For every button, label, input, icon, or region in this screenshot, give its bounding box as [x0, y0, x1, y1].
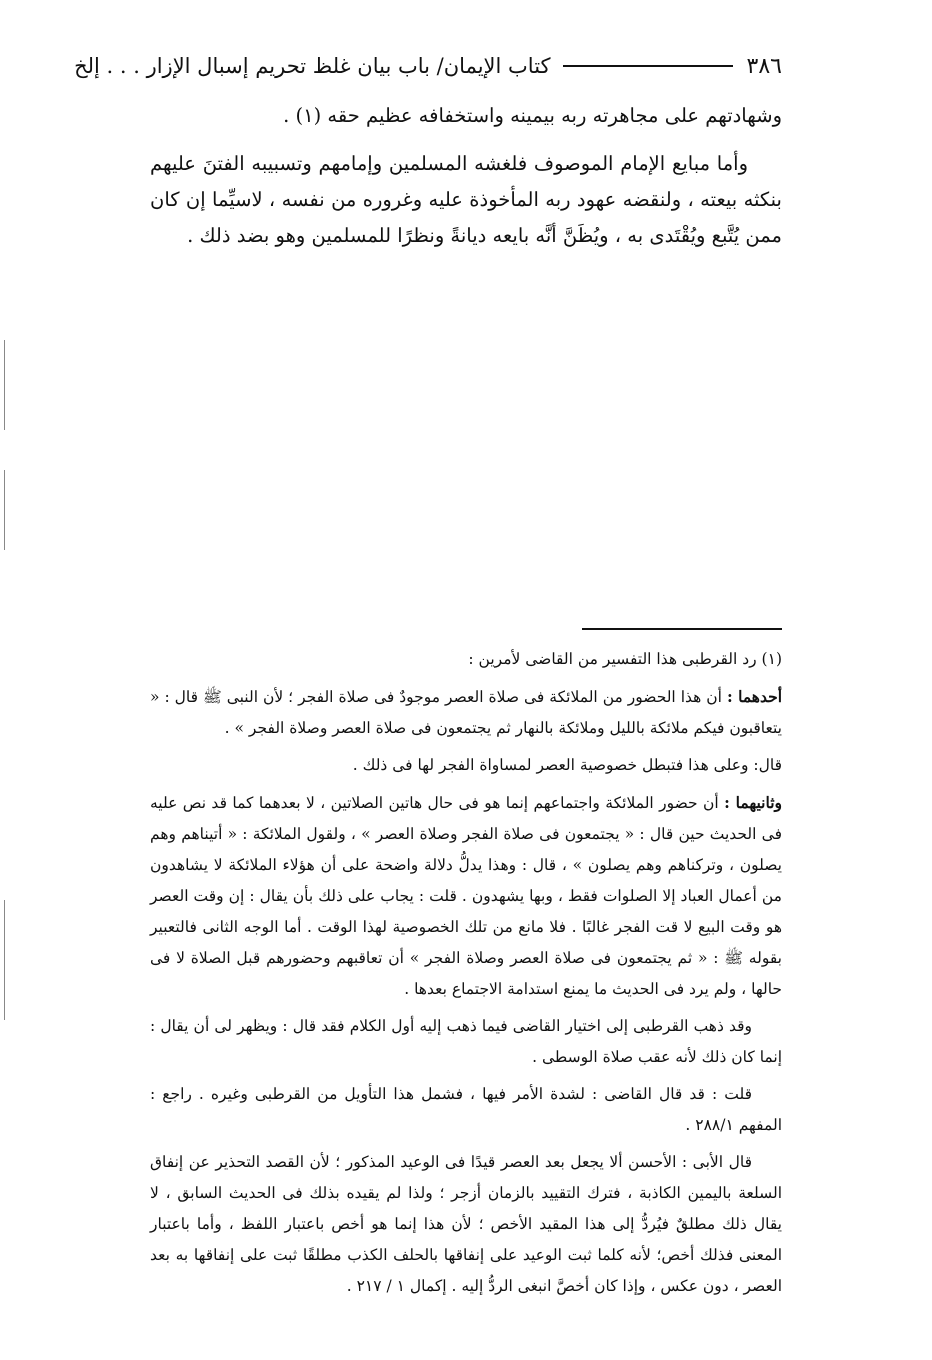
scan-margin-mark — [4, 470, 5, 550]
main-paragraph: وشهادتهم على مجاهرته ربه بيمينه واستخفافه عظيم حقه (١) . — [283, 104, 782, 127]
footnote-separator — [582, 628, 782, 630]
footnote-paragraph: قلت : قد قال القاضى : لشدة الأمر فيها ، فشمل هذا التأويل من القرطبى وغيره . راجع : المفهم ٢٨٨/١ . — [150, 1085, 782, 1134]
footnote-lead: أحدهما : — [726, 687, 782, 706]
main-paragraph: وأما مبايع الإمام الموصوف فلغشه المسلمين وإمامهم وتسبيبه الفتنَ عليهم بنكثه بيعته ، ولنقضه عهود ربه المأخوذة عليه وغروره من نفسه ، لاسيِّما إن كان ممن يُتَّبع ويُقْتَدى به ، ويُظَنَّ أنَّه بايعه ديانةً ونظرًا للمسلمين وهو بضد ذلك . — [150, 152, 782, 247]
footnote-paragraph — [150, 787, 782, 1005]
footnote-paragraph: قال الأبى : الأحسن ألا يجعل بعد العصر قيدًا فى الوعيد المذكور ؛ لأن القصد التحذير عن إنفاق السلعة باليمين الكاذبة ، فترك التقييد بالزمان أزجر ؛ ولذا لم يقيده بذلك فى الحديث السابق ، لا يقال ذلك مطلقٌ فيُردُّ إلى هذا المقيد الأخص ؛ لأن هذا إنما هو أخص باعتبار اللفظ ، وأما باعتبار المعنى فذلك أخص؛ لأنه كلما ثبت الوعيد على إنفاقها بالحلف الكذب مطلقًا ثبت على إنفاقها به بعد العصر ، دون عكس ، وإذا كان أخصَّ انبغى الردُّ إليه . إكمال ١ / ٢١٧ . — [150, 1153, 782, 1295]
footnote-intro: (١) رد القرطبى هذا التفسير من القاضى لأمرين : — [468, 650, 782, 668]
footnote-paragraph — [150, 681, 782, 744]
chapter-title: كتاب الإيمان/ باب بيان غلظ تحريم إسبال الإزار . . . إلخ — [74, 54, 551, 78]
footnote-text: أن حضور الملائكة واجتماعهم إنما هو فى حال هاتين الصلاتين ، لا بعدهما كما قد نص عليه فى الحديث حين قال : « يجتمعون فى صلاة الفجر وصلاة العصر » ، ولقول الملائكة : « أتيناهم وهم يصلون ، وتركناهم وهم يصلون » ، قال : وهذا يدلُّ دلالة واضحة على أن هؤلاء الملائكة لا يشاهدون من أعمال العباد إلا الصلوات فقط ، وبها يشهدون . قلت : يجاب على ذلك بأن يقال : إن وقت العصر هو وقت البيع لا قت الفجر غالبًا . فلا مانع من تلك الخصوصية لهذا الوقت . أما الوجه الثانى فالتعبير بقوله ﷺ : « ثم يجتمعون فى صلاة العصر وصلاة الفجر » أن تعاقبهم وحضورهم قبل الصلاة لا فى حالها ، ولم يرد فى الحديث ما يمنع استدامة الاجتماع بعدها . — [150, 794, 783, 998]
page-number: ٣٨٦ — [746, 53, 782, 79]
header-rule — [563, 65, 733, 67]
footnotes — [150, 644, 782, 1308]
footnote-paragraph: قال: وعلى هذا فتبطل خصوصية العصر لمساواة الفجر لها فى ذلك . — [352, 756, 782, 774]
scan-margin-mark — [4, 340, 5, 430]
footnote-paragraph: وقد ذهب القرطبى إلى اختيار القاضى فيما ذهب إليه أول الكلام فقد قال : ويظهر لى أن يقال : إنما كان ذلك لأنه عقب صلاة الوسطى . — [150, 1017, 782, 1066]
main-text — [150, 98, 782, 266]
running-head — [74, 48, 782, 84]
scan-margin-mark — [4, 900, 5, 1020]
footnote-text: أن هذا الحضور من الملائكة فى صلاة العصر موجودٌ فى صلاة الفجر ؛ لأن النبى ﷺ قال : « يتعاقبون فيكم ملائكة بالليل وملائكة بالنهار ثم يجتمعون فى صلاة العصر وصلاة الفجر » . — [150, 688, 782, 737]
footnote-lead: وثانيهما : — [724, 793, 782, 812]
